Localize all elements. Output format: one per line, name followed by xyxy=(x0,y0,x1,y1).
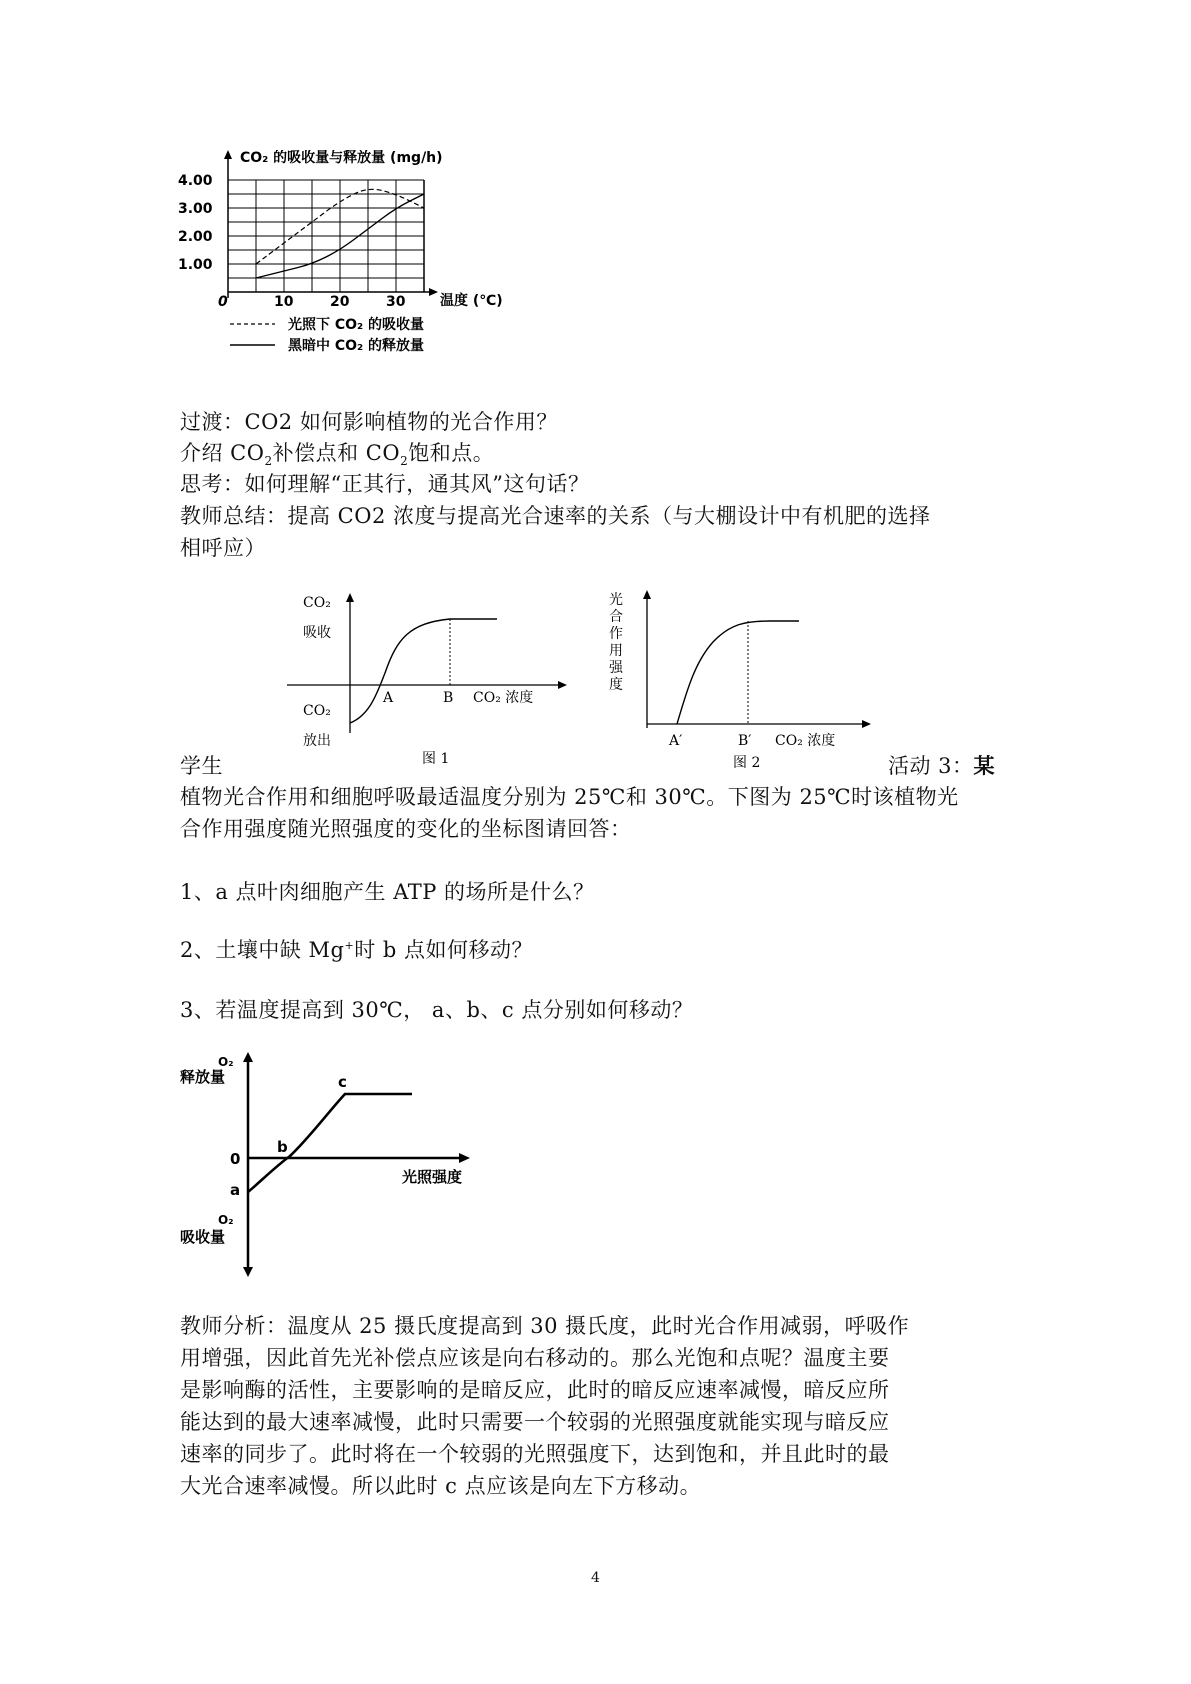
p2-text-b: 补偿点和 CO xyxy=(272,441,401,465)
fig3-y-top-2: 释放量 xyxy=(180,1068,226,1086)
y-tick-label: 1.00 xyxy=(178,257,213,273)
figure-2-photosynthesis-intensity xyxy=(605,590,885,775)
y-tick-label: 2.00 xyxy=(178,229,213,245)
y-tick-label: 3.00 xyxy=(178,201,213,217)
legend-solid-label: 黑暗中 CO₂ 的释放量 xyxy=(288,338,425,354)
fig2-y-char: 合 xyxy=(609,609,623,625)
legend-dashed-label: 光照下 CO₂ 的吸收量 xyxy=(288,317,425,333)
fig2-curve xyxy=(677,621,799,724)
fig3-y-arrow-up xyxy=(243,1052,253,1062)
fig2-y-char: 光 xyxy=(609,592,623,608)
fig1-x-label: CO₂ 浓度 xyxy=(473,690,534,706)
fig2-point-a: A′ xyxy=(669,733,683,749)
question-2 xyxy=(180,934,533,970)
fig1-y-top-2: 吸收 xyxy=(303,625,331,641)
x-tick-label: 10 xyxy=(274,294,294,310)
figure-1-co2-absorption xyxy=(285,593,575,773)
analysis-line-2: 用增强，因此首先光补偿点应该是向右移动的。那么光饱和点呢？温度主要 xyxy=(180,1346,890,1370)
analysis-line-5: 速率的同步了。此时将在一个较弱的光照强度下，达到饱和，并且此时的最 xyxy=(180,1442,890,1466)
fig1-caption: 图 1 xyxy=(422,751,450,767)
p2-text-c: 饱和点。 xyxy=(408,441,495,465)
y-tick-label: 4.00 xyxy=(178,173,213,189)
fig2-y-label xyxy=(609,591,624,693)
fig2-y-char: 作 xyxy=(609,626,623,642)
x-tick-label: 30 xyxy=(386,294,406,310)
chart1-grid xyxy=(228,180,424,292)
fig1-point-a: A xyxy=(383,690,394,706)
fig3-y-bot-2: 吸收量 xyxy=(180,1228,226,1246)
fig3-y-arrow-down xyxy=(243,1267,253,1277)
question-2-text-b: 时 b 点如何移动？ xyxy=(354,938,533,962)
paragraph-activity-2: 合作用强度随光照强度的变化的坐标图请回答： xyxy=(180,817,632,841)
paragraph-transition: 过渡：CO2 如何影响植物的光合作用？ xyxy=(180,410,558,434)
fig1-x-arrow xyxy=(558,681,567,689)
paragraph-activity-1: 植物光合作用和细胞呼吸最适温度分别为 25℃和 30℃。下图为 25℃时该植物光 xyxy=(180,785,959,809)
fig1-curve xyxy=(350,619,497,723)
activity-3-label xyxy=(888,750,995,782)
question-2-superscript: + xyxy=(344,939,355,952)
fig3-point-b: b xyxy=(277,1138,288,1156)
fig2-caption: 图 2 xyxy=(733,755,761,771)
fig3-x-label: 光照强度 xyxy=(402,1168,463,1186)
x-tick-label: 20 xyxy=(330,294,350,310)
fig3-y-bot-1: O₂ xyxy=(218,1213,234,1227)
fig2-x-arrow xyxy=(862,720,871,728)
question-1: 1、a 点叶肉细胞产生 ATP 的场所是什么？ xyxy=(180,880,595,904)
chart1-y-arrow xyxy=(224,150,232,159)
chart1-x-ticks xyxy=(218,294,406,310)
chart1-title: CO₂ 的吸收量与释放量 (mg/h) xyxy=(240,150,443,166)
analysis-line-6: 大光合速率减慢。所以此时 c 点应该是向左下方移动。 xyxy=(180,1474,702,1498)
question-2-text-a: 2、土壤中缺 Mg xyxy=(180,938,345,962)
fig3-point-a: a xyxy=(230,1181,241,1199)
paragraph-teacher-summary-1: 教师总结：提高 CO2 浓度与提高光合速率的关系（与大棚设计中有机肥的选择 xyxy=(180,504,931,528)
student-label: 学生 xyxy=(180,754,223,778)
page-number: 4 xyxy=(591,1570,600,1586)
fig3-zero: 0 xyxy=(230,1150,241,1168)
x-tick-label: 0 xyxy=(218,294,228,310)
p2-subscript-1: 2 xyxy=(264,454,273,468)
fig3-y-top-1: O₂ xyxy=(218,1055,234,1069)
analysis-line-3: 是影响酶的活性，主要影响的是暗反应，此时的暗反应速率减慢，暗反应所 xyxy=(180,1378,890,1402)
fig1-point-b: B xyxy=(443,690,454,706)
paragraph-think: 思考：如何理解“正其行，通其风”这句话？ xyxy=(180,472,590,496)
activity-3-bold: 某 xyxy=(973,753,996,778)
chart1-y-ticks xyxy=(178,173,213,273)
fig3-x-arrow xyxy=(459,1153,470,1163)
activity-3-text: 活动 3： xyxy=(888,754,974,778)
p2-subscript-2: 2 xyxy=(400,454,409,468)
chart1-x-unit: 温度 (℃) xyxy=(440,293,503,309)
p2-text-a: 介绍 CO xyxy=(180,441,265,465)
fig2-y-arrow xyxy=(643,590,651,599)
fig3-curve xyxy=(248,1094,412,1192)
paragraph-teacher-summary-2: 相呼应） xyxy=(180,536,266,560)
question-3: 3、若温度提高到 30℃， a、b、c 点分别如何移动？ xyxy=(180,998,694,1022)
analysis-line-1: 教师分析：温度从 25 摄氏度提高到 30 摄氏度，此时光合作用减弱，呼吸作 xyxy=(180,1314,910,1338)
fig1-y-top-1: CO₂ xyxy=(303,595,331,611)
fig2-y-char: 度 xyxy=(609,677,623,693)
figure-3-o2-light-curve xyxy=(180,1052,480,1277)
chart1-x-arrow xyxy=(429,288,438,296)
co2-temperature-chart xyxy=(170,150,610,390)
fig2-x-label: CO₂ 浓度 xyxy=(775,733,836,749)
fig1-y-arrow xyxy=(346,593,354,602)
fig1-y-bot-1: CO₂ xyxy=(303,703,331,719)
paragraph-introduce-points xyxy=(180,437,494,472)
fig3-point-c: c xyxy=(338,1073,347,1091)
fig1-y-bot-2: 放出 xyxy=(303,733,331,749)
fig2-y-char: 强 xyxy=(609,660,623,676)
fig2-point-b: B′ xyxy=(738,733,752,749)
analysis-line-4: 能达到的最大速率减慢，此时只需要一个较弱的光照强度就能实现与暗反应 xyxy=(180,1410,890,1434)
fig2-y-char: 用 xyxy=(609,643,623,659)
